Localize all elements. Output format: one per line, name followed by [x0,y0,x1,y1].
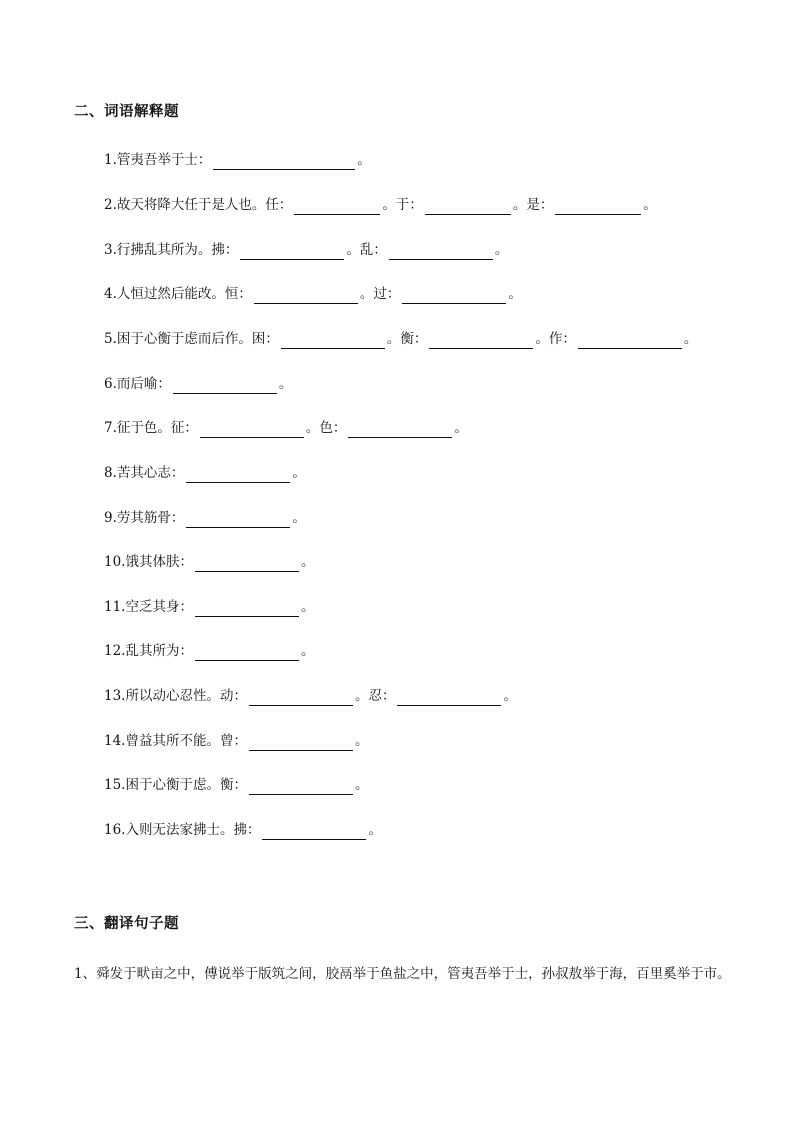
question-1 [104,150,371,170]
question-4 [104,284,522,304]
question-7 [104,418,468,438]
question-9 [104,508,306,528]
question-15 [104,775,368,795]
question-number: 5. [104,331,117,347]
answer-blank[interactable] [200,423,304,438]
question-end: 。 [300,599,315,615]
question-number: 8. [104,465,117,481]
question-number: 15. [104,777,126,793]
question-number: 1. [104,152,117,168]
answer-blank[interactable] [249,691,353,706]
answer-blank[interactable] [294,200,380,215]
question-6 [104,374,292,394]
question-11 [104,597,314,617]
question-text: 征于色。征： [116,420,198,436]
answer-blank[interactable] [213,155,355,170]
question-mid: 。是： [512,197,554,213]
question-text: 饿其体肤： [125,554,193,570]
answer-blank[interactable] [173,379,277,394]
section-3-title: 三、翻译句子题 [74,916,179,932]
question-2 [104,195,657,215]
question-end: 。 [300,643,315,659]
question-end: 。 [292,465,306,481]
answer-blank[interactable] [195,602,299,617]
question-end: 。 [683,331,698,347]
question-end: 。 [508,286,522,302]
question-text: 人恒过然后能改。恒： [116,286,252,302]
section-2-title: 二、词语解释题 [74,104,179,120]
question-number: 14. [104,733,126,749]
question-mid: 。过： [359,286,401,302]
answer-blank[interactable] [186,513,290,528]
answer-blank[interactable] [249,780,353,795]
answer-blank[interactable] [578,334,682,349]
question-3 [104,240,508,260]
question-text: 苦其心志： [116,465,185,481]
question-text: 入则无法家拂士。拂： [125,822,261,838]
question-number: 7. [104,420,117,436]
question-13 [104,686,517,706]
answer-blank[interactable] [397,691,501,706]
question-mid: 。色： [305,420,347,436]
question-end: 。 [278,376,293,392]
question-text: 空乏其身： [125,599,193,615]
answer-blank[interactable] [429,334,533,349]
question-number: 6. [104,376,117,392]
question-number: 12. [104,643,126,659]
question-12 [104,641,314,661]
question-8 [104,463,306,483]
question-number: 13. [104,688,126,704]
answer-blank[interactable] [195,557,299,572]
answer-blank[interactable] [254,289,358,304]
question-mid: 。于： [382,197,423,213]
question-end: 。 [643,197,657,213]
question-text: 而后喻： [116,376,171,392]
question-text: 所以动心忍性。动： [125,688,247,704]
question-end: 。 [494,242,509,258]
answer-blank[interactable] [402,289,506,304]
question-number: 9. [104,510,117,526]
question-end: 。 [454,420,468,436]
question-text: 劳其筋骨： [116,510,185,526]
question-text: 乱其所为： [125,643,193,659]
question-end: 。 [354,777,369,793]
question-text: 困于心衡于虑。衡： [125,777,247,793]
question-text: 管夷吾举于士： [116,152,212,168]
question-mid: 。衡： [386,331,428,347]
answer-blank[interactable] [249,736,353,751]
question-5 [104,329,697,349]
answer-blank[interactable] [555,200,641,215]
question-mid: 。忍： [354,688,396,704]
question-number: 3. [104,242,117,258]
question-14 [104,731,368,751]
question-end: 。 [357,152,371,168]
question-10 [104,552,314,572]
answer-blank[interactable] [281,334,385,349]
question-mid: 。作： [535,331,576,347]
question-end: 。 [503,688,517,704]
answer-blank[interactable] [240,245,344,260]
question-number: 16. [104,822,126,838]
answer-blank[interactable] [195,646,299,661]
question-number: 2. [104,197,117,213]
question-end: 。 [368,822,382,838]
question-end: 。 [300,554,315,570]
question-number: 11. [104,599,126,615]
question-text: 行拂乱其所为。拂： [116,242,239,258]
translation-question-1: 1、舜发于畎亩之中，傅说举于版筑之间，胶鬲举于鱼盐之中，管夷吾举于士，孙叔敖举于海，百里奚举于市。 [74,966,731,982]
question-number: 10. [104,554,126,570]
question-number: 4. [104,286,117,302]
question-text: 曾益其所不能。曾： [125,733,247,749]
question-end: 。 [292,510,306,526]
question-end: 。 [354,733,369,749]
question-text: 故天将降大任于是人也。任： [116,197,293,213]
question-text: 困于心衡于虑而后作。困： [116,331,279,347]
answer-blank[interactable] [186,468,290,483]
answer-blank[interactable] [348,423,452,438]
answer-blank[interactable] [389,245,493,260]
answer-blank[interactable] [262,825,366,840]
answer-blank[interactable] [425,200,511,215]
question-mid: 。乱： [346,242,387,258]
question-16 [104,820,382,840]
